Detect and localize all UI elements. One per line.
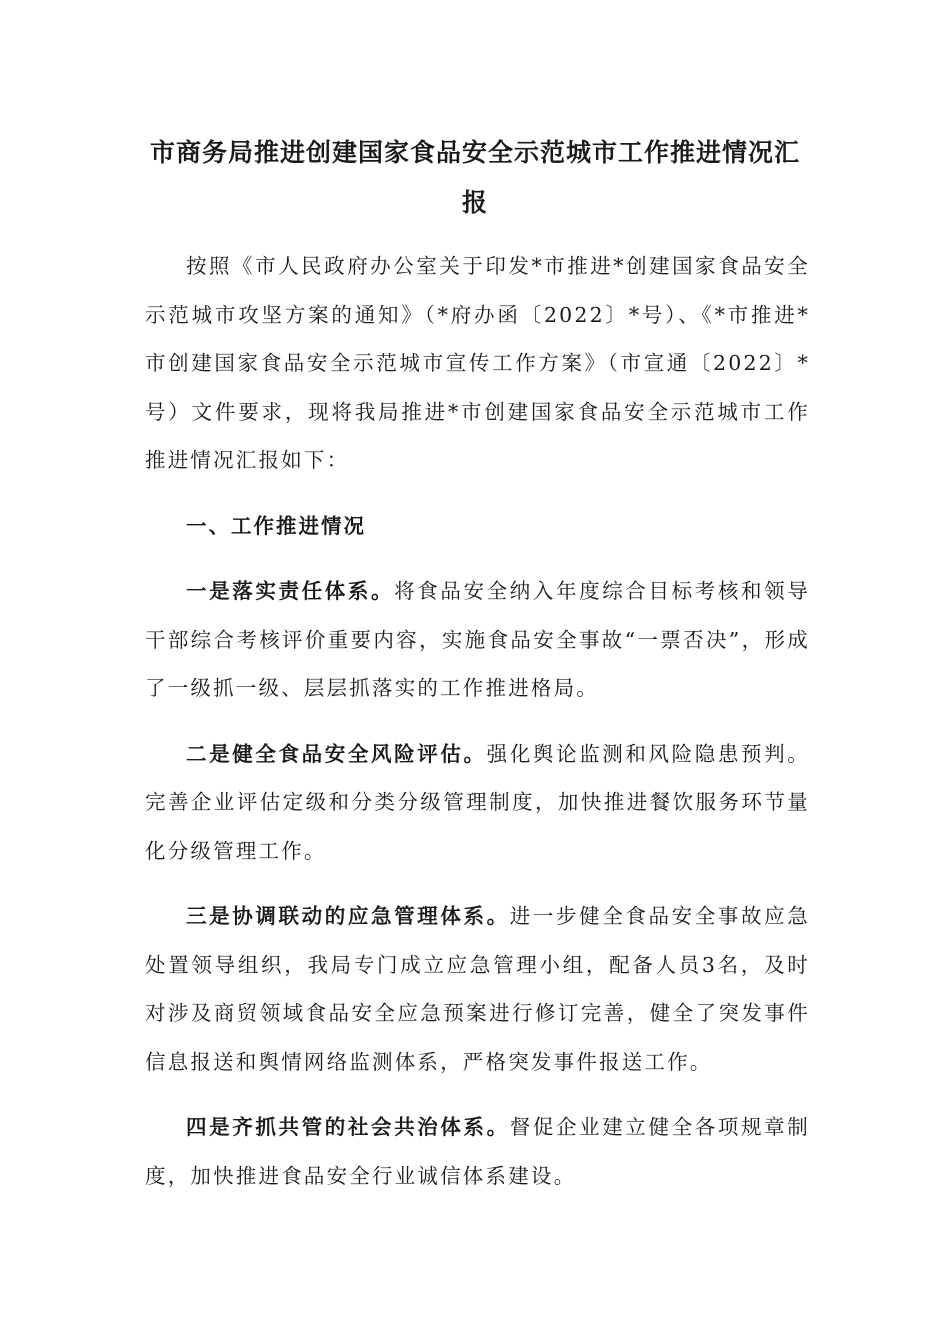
paragraph-spacer — [145, 485, 810, 502]
item-paragraph-3 — [145, 892, 810, 1086]
item-text-1: 将食品安全纳入年度综合目标考核和领导干部综合考核评价重要内容，实施食品安全事故“一票否决”，形成了一级抓一级、层层抓落实的工作推进格局。 — [145, 579, 810, 700]
paragraph-spacer — [145, 550, 810, 567]
item-lead-2: 二是健全食品安全风险评估。 — [186, 741, 487, 766]
item-lead-3: 三是协调联动的应急管理体系。 — [186, 904, 510, 928]
paragraph-spacer — [145, 875, 810, 892]
paragraph-spacer — [145, 1086, 810, 1103]
item-paragraph-2 — [145, 730, 810, 876]
item-text-4: 督促企业建立健全各项规章制度，加快推进食品安全行业诚信体系建设。 — [145, 1115, 810, 1188]
section-heading: 一、工作推进情况 — [186, 513, 366, 538]
intro-paragraph: 按照《市人民政府办公室关于印发*市推进*创建国家食品安全示范城市攻坚方案的通知》（*府办函〔2022〕*号）、《*市推进*市创建国家食品安全示范城市宣传工作方案》（市宣通〔2022〕*号）文件要求，现将我局推进*市创建国家食品安全示范城市工作推进情况汇报如下： — [145, 254, 810, 472]
document-body — [145, 242, 810, 1200]
item-paragraph-1 — [145, 567, 810, 713]
item-paragraph-4 — [145, 1103, 810, 1200]
item-lead-1: 一是落实责任体系。 — [186, 579, 395, 603]
item-text-3: 进一步健全食品安全事故应急处置领导组织，我局专门成立应急管理小组，配备人员3名，及时对涉及商贸领域食品安全应急预案进行修订完善，健全了突发事件信息报送和舆情网络监测体系，严格突发事件报送工作。 — [145, 904, 810, 1074]
item-text-2: 强化舆论监测和风险隐患预判。完善企业评估定级和分类分级管理制度，加快推进餐饮服务环节量化分级管理工作。 — [145, 741, 810, 863]
document-title: 市商务局推进创建国家食品安全示范城市工作推进情况汇报 — [149, 138, 800, 217]
paragraph-spacer — [145, 713, 810, 730]
item-lead-4: 四是齐抓共管的社会共治体系。 — [186, 1115, 510, 1139]
